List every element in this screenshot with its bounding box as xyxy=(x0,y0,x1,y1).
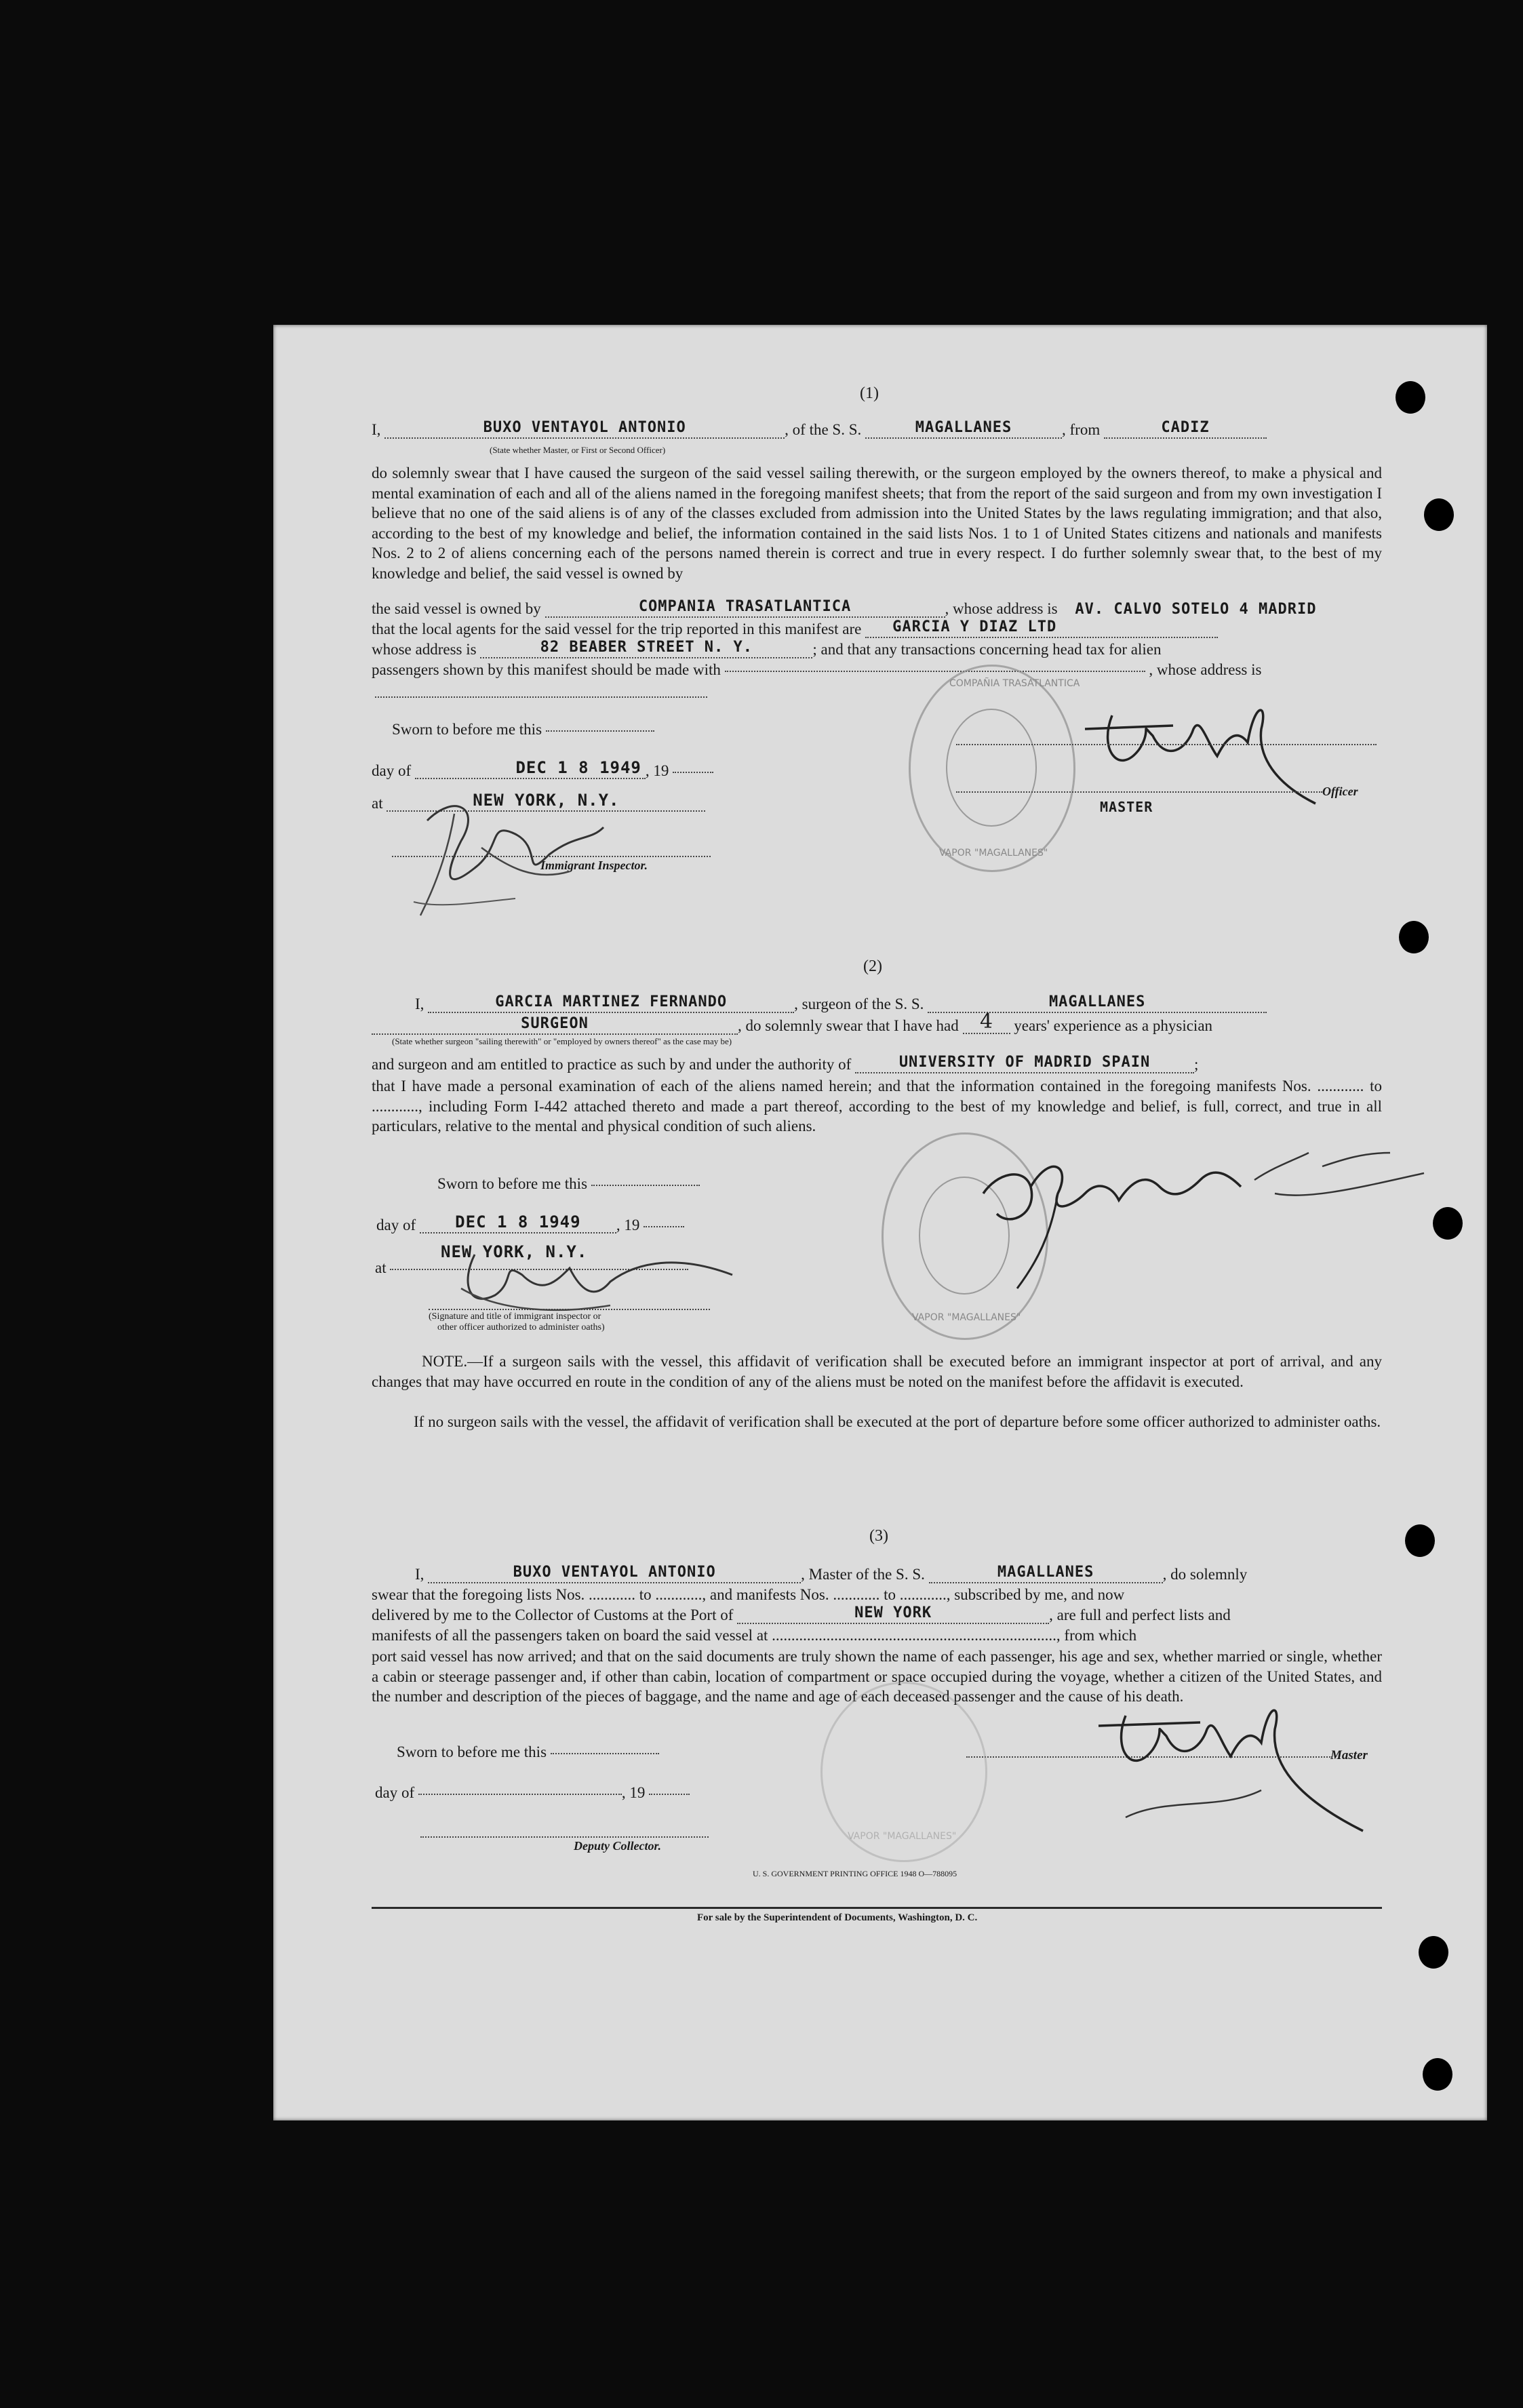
section-3-line-1: I, BUXO VENTAYOL ANTONIO , Master of the S. S. MAGALLANES , do solemnly xyxy=(415,1564,1248,1583)
section-2-sig-caption-2: other officer authorized to administer oaths) xyxy=(437,1322,605,1333)
footer-rule xyxy=(372,1907,1382,1909)
section-1-inspector-signature xyxy=(400,780,624,929)
section-3-line-2: swear that the foregoing lists Nos. ............ to ............, and manifests Nos. ............ to ............, subscribed by me, and now xyxy=(372,1586,1125,1603)
section-1-at: at NEW YORK, N.Y. xyxy=(372,793,705,814)
section-1-vessel: MAGALLANES xyxy=(915,419,1012,436)
ship-stamp-1-text: COMPAÑIA TRASATLANTICA xyxy=(949,678,1080,689)
section-1-officer-label: Officer xyxy=(1322,785,1358,798)
section-3-port: NEW YORK xyxy=(854,1604,932,1621)
section-1-owner-line: the said vessel is owned by COMPANIA TRASATLANTICA , whose address is AV. CALVO SOTELO 4 MADRID xyxy=(372,599,1389,620)
section-1-owner-address: AV. CALVO SOTELO 4 MADRID xyxy=(1075,601,1317,618)
section-1-master-stamp: MASTER xyxy=(1100,799,1153,815)
section-2-date: DEC 1 8 1949 xyxy=(455,1212,581,1231)
section-1-master-signature xyxy=(1071,688,1329,817)
section-1-agents-address-line xyxy=(372,640,1161,661)
section-2-note xyxy=(372,1351,1382,1391)
section-2-caption: (State whether surgeon "sailing therewith" or "employed by owners thereof" as the case may be) xyxy=(392,1036,732,1046)
section-1-agents-text: that the local agents for the said vessel for the trip reported in this manifest are xyxy=(372,620,862,637)
section-1-day-of: day of DEC 1 8 1949 , 19 xyxy=(372,761,713,782)
section-1-whose-address-label: whose address is xyxy=(372,641,477,658)
section-3-body: port said vessel has now arrived; and that on the said documents are truly shown the name of each passenger, his age and sex, whether married or single, whether a cabin or steerage passenger and, if other than cabin, location of compartment or space occupied during the voyage, whether a citizen of the United States, and the number and description of the pieces of baggage, and the name and age of each deceased passenger and the cause of his death. xyxy=(372,1648,1382,1705)
section-2-surgeon-name: GARCIA MARTINEZ FERNANDO xyxy=(495,993,728,1010)
section-1-inspector-caption: Immigrant Inspector. xyxy=(540,858,648,872)
section-1-caption: (State whether Master, or First or Second Officer) xyxy=(490,445,666,455)
section-3-collector-caption: Deputy Collector. xyxy=(574,1839,661,1853)
section-3-vessel: MAGALLANES xyxy=(997,1564,1094,1581)
binder-hole-6 xyxy=(1419,1936,1448,1969)
section-2-note-text: —If a surgeon sails with the vessel, this affidavit of verification shall be executed before an immigrant inspector at port of arrival, and any changes that may have occurred en route in the condition of any of the aliens must be noted on the manifest before the affidavit is executed. xyxy=(372,1353,1382,1390)
section-3-number: (3) xyxy=(869,1527,888,1545)
binder-hole-7 xyxy=(1423,2058,1452,2091)
section-3-sworn: Sworn to before me this xyxy=(397,1743,659,1762)
section-2-vessel: MAGALLANES xyxy=(1048,993,1146,1010)
section-1-agents: GARCIA Y DIAZ LTD xyxy=(892,618,1057,635)
section-2-inspector-signature xyxy=(434,1241,746,1322)
section-1-head-tax-text: ; and that any transactions concerning head tax for alien xyxy=(812,641,1162,658)
section-2-at: at xyxy=(375,1259,688,1278)
binder-hole-4 xyxy=(1433,1207,1463,1240)
section-1-line-1 xyxy=(372,420,1267,441)
section-1-from-label: , from xyxy=(1062,421,1101,438)
section-1-date: DEC 1 8 1949 xyxy=(515,758,641,777)
section-1-passengers-text: passengers shown by this manifest should be made with xyxy=(372,661,721,678)
section-1-owner: COMPANIA TRASATLANTICA xyxy=(638,598,852,615)
ship-stamp-1-inner xyxy=(946,709,1037,827)
ship-stamp-3-vapor: VAPOR "MAGALLANES" xyxy=(848,1831,957,1842)
section-1-place: NEW YORK, N.Y. xyxy=(473,791,620,810)
section-1-whose-address-end: , whose address is xyxy=(1149,661,1262,678)
section-3-line-3: delivered by me to the Collector of Customs at the Port of NEW YORK , are full and perfect lists and xyxy=(372,1604,1231,1623)
binder-hole-1 xyxy=(1396,381,1425,414)
section-1-agents-address: 82 BEABER STREET N. Y. xyxy=(540,639,753,656)
section-2-place: NEW YORK, N.Y. xyxy=(441,1242,588,1261)
section-2-authority-line: and surgeon and am entitled to practice as such by and under the authority of UNIVERSITY OF MADRID SPAIN ; xyxy=(372,1054,1199,1073)
section-2-line-2: SURGEON , do solemnly swear that I have had 4 years' experience as a physician xyxy=(372,1015,1212,1038)
section-2-day-of: day of DEC 1 8 1949 , 19 xyxy=(376,1215,684,1236)
binder-hole-3 xyxy=(1399,921,1429,953)
section-2-authority: UNIVERSITY OF MADRID SPAIN xyxy=(898,1054,1151,1071)
section-3-master-label: Master xyxy=(1330,1748,1368,1762)
section-3-line-4: manifests of all the passengers taken on board the said vessel at ........................................................................., from which xyxy=(372,1627,1137,1644)
section-1-number: (1) xyxy=(860,384,879,402)
section-2-surgeon-signature xyxy=(956,1126,1431,1302)
section-2-role: SURGEON xyxy=(521,1015,589,1032)
section-2-number: (2) xyxy=(863,958,882,975)
section-2-sworn: Sworn to before me this xyxy=(437,1175,700,1193)
section-2-line-1: I, GARCIA MARTINEZ FERNANDO , surgeon of the S. S. MAGALLANES xyxy=(415,995,1267,1016)
footer-sale: For sale by the Superintendent of Documents, Washington, D. C. xyxy=(697,1912,978,1923)
section-3-master-signature xyxy=(1085,1695,1383,1838)
footer-printing: U. S. GOVERNMENT PRINTING OFFICE 1948 O—788095 xyxy=(753,1869,957,1878)
section-2-note-2: If no surgeon sails with the vessel, the affidavit of verification shall be executed at the port of departure before some officer authorized to administer oaths. xyxy=(414,1413,1381,1430)
section-1-body: do solemnly swear that I have caused the surgeon of the said vessel sailing therewith, or the surgeon employed by the owners thereof, to make a physical and mental examination of each and all of the aliens named in the foregoing manifest sheets; that from the report of the said surgeon and from my own investigation I believe that no one of the said aliens is of any of the classes excluded from admission into the United States by the laws regulating immigration; and that also, according to the best of my knowledge and belief, the information contained in the said lists Nos. 1 to 1 of United States citizens and nationals and manifests Nos. 2 to 2 of aliens concerning each of the persons named therein is correct and true in every respect. I do further solemnly swear that, to the best of my knowledge and belief, the said vessel is owned by xyxy=(372,465,1382,582)
section-2-note-label: NOTE. xyxy=(422,1353,468,1370)
section-1-whose-address-is: , whose address is xyxy=(945,600,1058,617)
ship-stamp-1-vapor: VAPOR "MAGALLANES" xyxy=(939,848,1048,858)
section-3-master-name: BUXO VENTAYOL ANTONIO xyxy=(513,1564,716,1581)
section-1-passengers-line xyxy=(372,660,1261,679)
section-3-day-of: day of , 19 xyxy=(375,1783,690,1802)
section-1-of-ss: , of the S. S. xyxy=(785,421,862,438)
section-2-sig-caption-1: (Signature and title of immigrant inspector or xyxy=(429,1311,601,1322)
section-2-years: 4 xyxy=(979,1010,993,1033)
ship-stamp-2-vapor: VAPOR "MAGALLANES" xyxy=(912,1312,1021,1323)
section-1-intro: I, xyxy=(372,421,381,438)
section-1-port-from: CADIZ xyxy=(1161,419,1210,436)
binder-hole-2 xyxy=(1424,498,1454,531)
binder-hole-5 xyxy=(1405,1524,1435,1557)
section-2-body: that I have made a personal examination of each of the aliens named herein; and that the information contained in the foregoing manifests Nos. ............ to ............, including Form I-442 attached thereto and made a part thereof, according to the best of my knowledge and belief, is full, correct, and true in all particulars, relative to the mental and physical condition of such aliens. xyxy=(372,1078,1382,1134)
section-1-sworn: Sworn to before me this xyxy=(392,720,654,739)
section-1-master-name: BUXO VENTAYOL ANTONIO xyxy=(483,419,686,436)
